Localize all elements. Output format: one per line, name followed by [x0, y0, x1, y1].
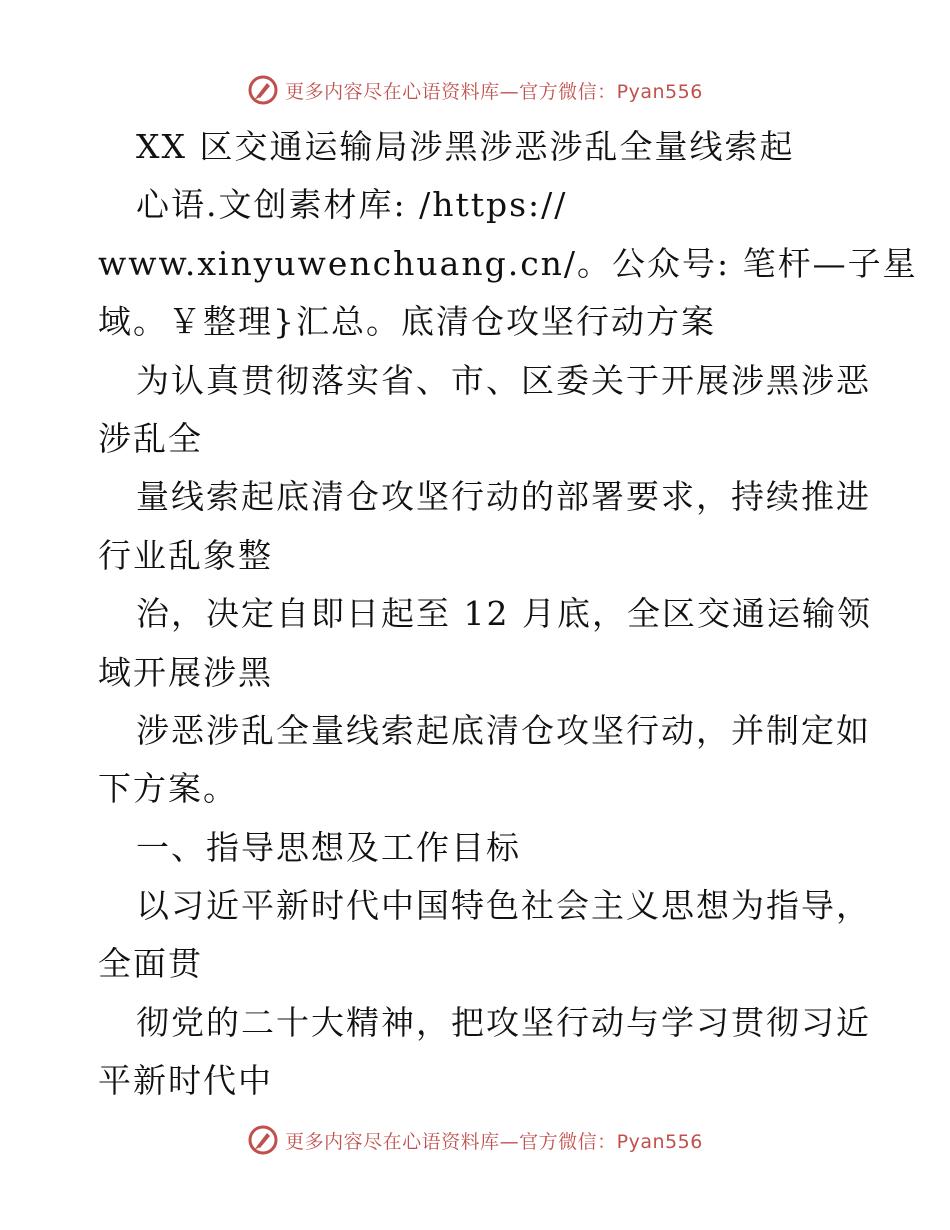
document-line: 为认真贯彻落实省、市、区委关于开展涉黑涉恶: [136, 360, 871, 400]
document-line: 域。￥整理}汇总。底清仓攻坚行动方案: [98, 302, 716, 342]
document-line: 行业乱象整: [98, 535, 273, 575]
brand-logo-icon: [247, 74, 279, 106]
header-banner-text: 更多内容尽在心语资料库—官方微信：Pyan556: [285, 80, 703, 103]
document-body: [98, 118, 918, 1111]
document-line: 全面贯: [98, 944, 203, 984]
document-line: 量线索起底清仓攻坚行动的部署要求，持续推进: [136, 477, 871, 517]
document-line: 彻党的二十大精神，把攻坚行动与学习贯彻习近: [136, 1002, 871, 1042]
document-line: 下方案。: [98, 769, 238, 809]
document-line: 涉恶涉乱全量线索起底清仓攻坚行动，并制定如: [136, 710, 871, 750]
document-line: XX 区交通运输局涉黑涉恶涉乱全量线索起: [136, 127, 795, 166]
footer-banner: [0, 1120, 950, 1160]
section-heading: 一、指导思想及工作目标: [136, 827, 521, 867]
brand-logo-icon: [247, 1124, 279, 1156]
footer-banner-text: 更多内容尽在心语资料库—官方微信：Pyan556: [285, 1130, 703, 1153]
header-banner: [0, 70, 950, 110]
document-line: 域开展涉黑: [98, 652, 273, 692]
document-line: www.xinyuwenchuang.cn/。公众号: 笔杆—子星: [98, 243, 918, 283]
document-line: 平新时代中: [98, 1061, 273, 1101]
document-line: 涉乱全: [98, 418, 203, 458]
document-line: 治，决定自即日起至 12 月底，全区交通运输领: [136, 594, 872, 634]
document-line: 心语.文创素材库: /https://: [136, 185, 568, 225]
document-line: 以习近平新时代中国特色社会主义思想为指导，: [136, 886, 871, 926]
